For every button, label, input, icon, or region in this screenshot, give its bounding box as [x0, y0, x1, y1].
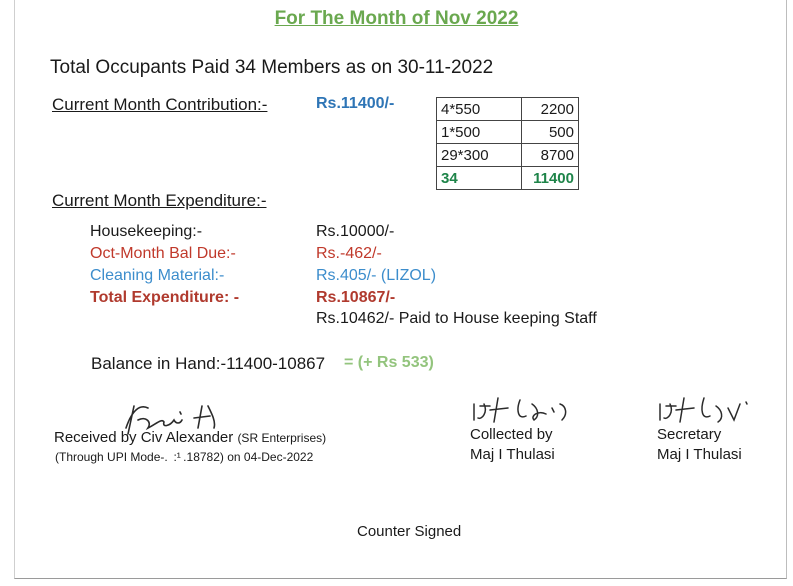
upi-note: (Through UPI Mode-. :¹ .18782) on 04-Dec-2022	[55, 450, 314, 464]
calc-cell: 4*550	[437, 98, 522, 121]
received-by-company: (SR Enterprises)	[237, 431, 327, 445]
contribution-value: Rs.11400/-	[316, 95, 395, 112]
collected-by-name: Maj I Thulasi	[470, 446, 555, 463]
amount-cell: 2200	[522, 98, 579, 121]
contribution-table	[436, 97, 579, 190]
counter-signed-label: Counter Signed	[357, 523, 462, 540]
cleaning-material-value: Rs.405/- (LIZOL)	[316, 267, 437, 284]
occupants-line: Total Occupants Paid 34 Members as on 30-11-2022	[50, 57, 494, 78]
table-row	[437, 144, 579, 167]
balance-label: Balance in Hand:-11400-10867	[91, 354, 326, 373]
received-by-line	[54, 429, 326, 446]
secretary-title: Secretary	[657, 426, 722, 443]
report-title: For The Month of Nov 2022	[274, 8, 519, 29]
table-row	[437, 98, 579, 121]
total-expenditure-value: Rs.10867/-	[316, 289, 396, 306]
total-count-cell: 34	[437, 167, 522, 190]
secretary-name: Maj I Thulasi	[657, 446, 742, 463]
secretary-signature	[654, 394, 754, 430]
amount-cell: 8700	[522, 144, 579, 167]
cleaning-material-label: Cleaning Material:-	[90, 267, 225, 284]
collector-signature	[468, 394, 580, 430]
contribution-label: Current Month Contribution:-	[52, 95, 268, 114]
table-row	[437, 121, 579, 144]
housekeeping-label: Housekeeping:-	[90, 223, 203, 240]
total-amount-cell: 11400	[522, 167, 579, 190]
calc-cell: 29*300	[437, 144, 522, 167]
amount-cell: 500	[522, 121, 579, 144]
balance-value: = (+ Rs 533)	[344, 354, 434, 371]
total-expenditure-label: Total Expenditure: -	[90, 289, 240, 306]
received-by-name: Received by Civ Alexander	[54, 429, 234, 446]
collected-by-title: Collected by	[470, 426, 553, 443]
oct-balance-label: Oct-Month Bal Due:-	[90, 245, 236, 262]
housekeeping-value: Rs.10000/-	[316, 223, 395, 240]
calc-cell: 1*500	[437, 121, 522, 144]
expenditure-label: Current Month Expenditure:-	[52, 191, 267, 210]
table-total-row	[437, 167, 579, 190]
oct-balance-value: Rs.-462/-	[316, 245, 382, 262]
paid-note: Rs.10462/- Paid to House keeping Staff	[316, 310, 597, 327]
